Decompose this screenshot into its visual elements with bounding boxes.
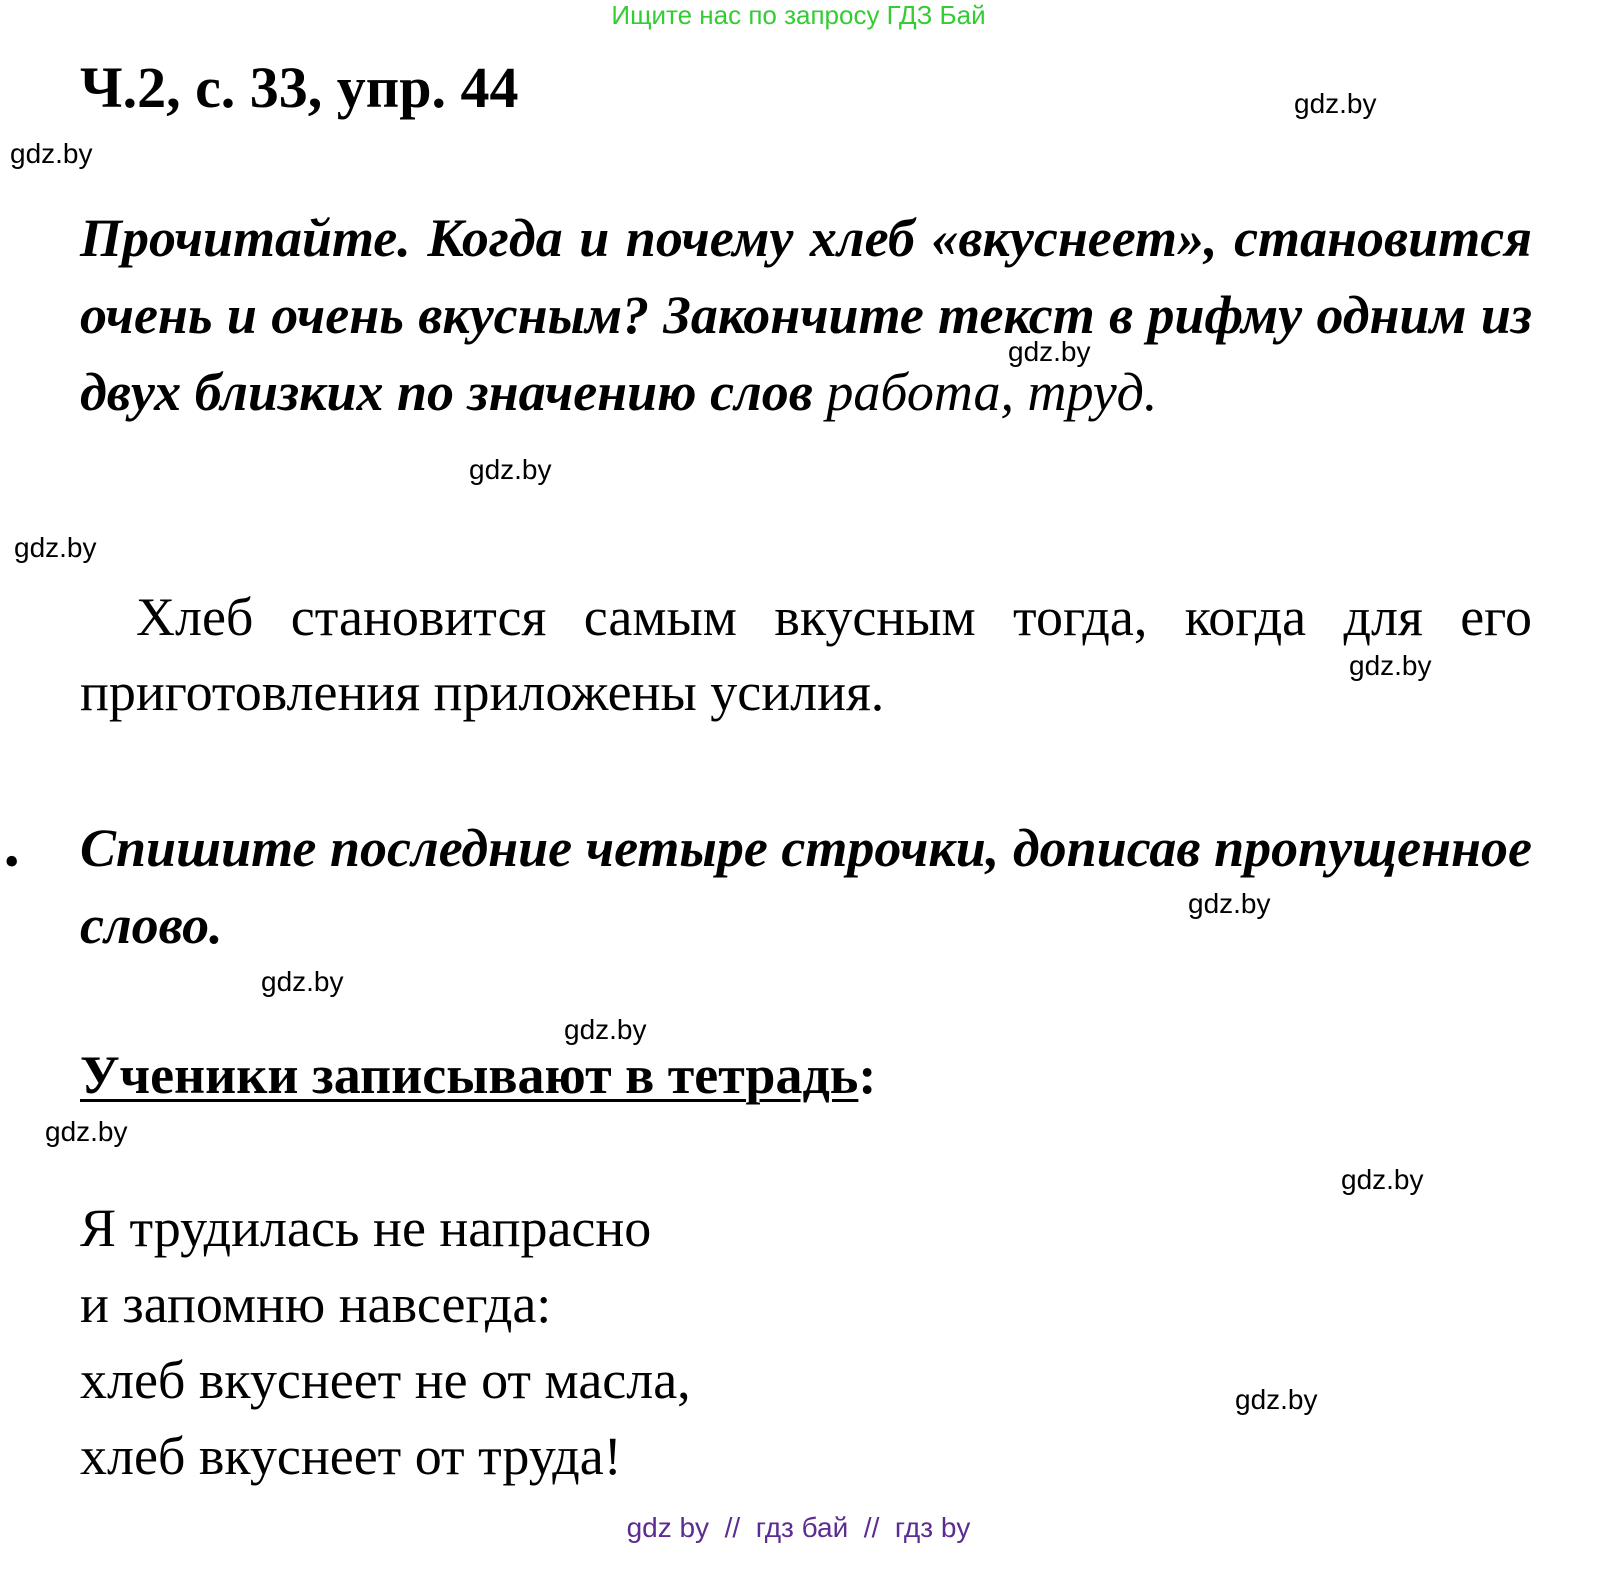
poem-line: и запомню навсегда: [80,1274,552,1334]
poem [80,1190,691,1494]
watermark: gdz.by [1341,1164,1424,1195]
task-end: . [1143,362,1158,422]
watermark: gdz.by [261,966,344,997]
watermark: gdz.by [1188,888,1271,919]
top-banner: Ищите нас по запросу ГДЗ Бай [611,0,986,30]
poem-line: хлеб вкуснеет от труда! [80,1426,622,1486]
task-text: Прочитайте. Когда и почему хлеб «вкуснеет», становится очень и очень вкусным? Закончите текст в рифму одним из двух близких по значению слов [80,208,1532,422]
watermark: gdz.by [1294,88,1377,119]
task2-instruction: Спишите последние четыре строчки, дописав пропущенное слово. [80,818,1532,955]
answer-text: Хлеб становится самым вкусным тогда, когда для его приготовления приложены усилия. [80,587,1532,722]
poem-line: Я трудилась не напрасно [80,1198,652,1258]
notebook-label: Ученики записывают в тетрадь [80,1045,859,1105]
watermark: gdz.by [564,1014,647,1045]
task-instruction [80,200,1532,431]
bullet-icon: • [4,837,20,886]
watermark: gdz.by [1235,1384,1318,1415]
watermark: gdz.by [1349,650,1432,681]
watermark: gdz.by [1008,336,1091,367]
watermark: gdz.by [14,532,97,563]
watermark: gdz.by [10,138,93,169]
poem-line: хлеб вкуснеет не от масла, [80,1350,691,1410]
notebook-colon: : [858,1045,877,1105]
page-title: Ч.2, с. 33, упр. 44 [80,55,519,120]
footer-links: gdz by // гдз бай // гдз by [626,1512,971,1543]
watermark: gdz.by [45,1116,128,1147]
watermark: gdz.by [469,454,552,485]
notebook-heading [80,1040,876,1110]
task-words: работа, труд [826,362,1144,422]
